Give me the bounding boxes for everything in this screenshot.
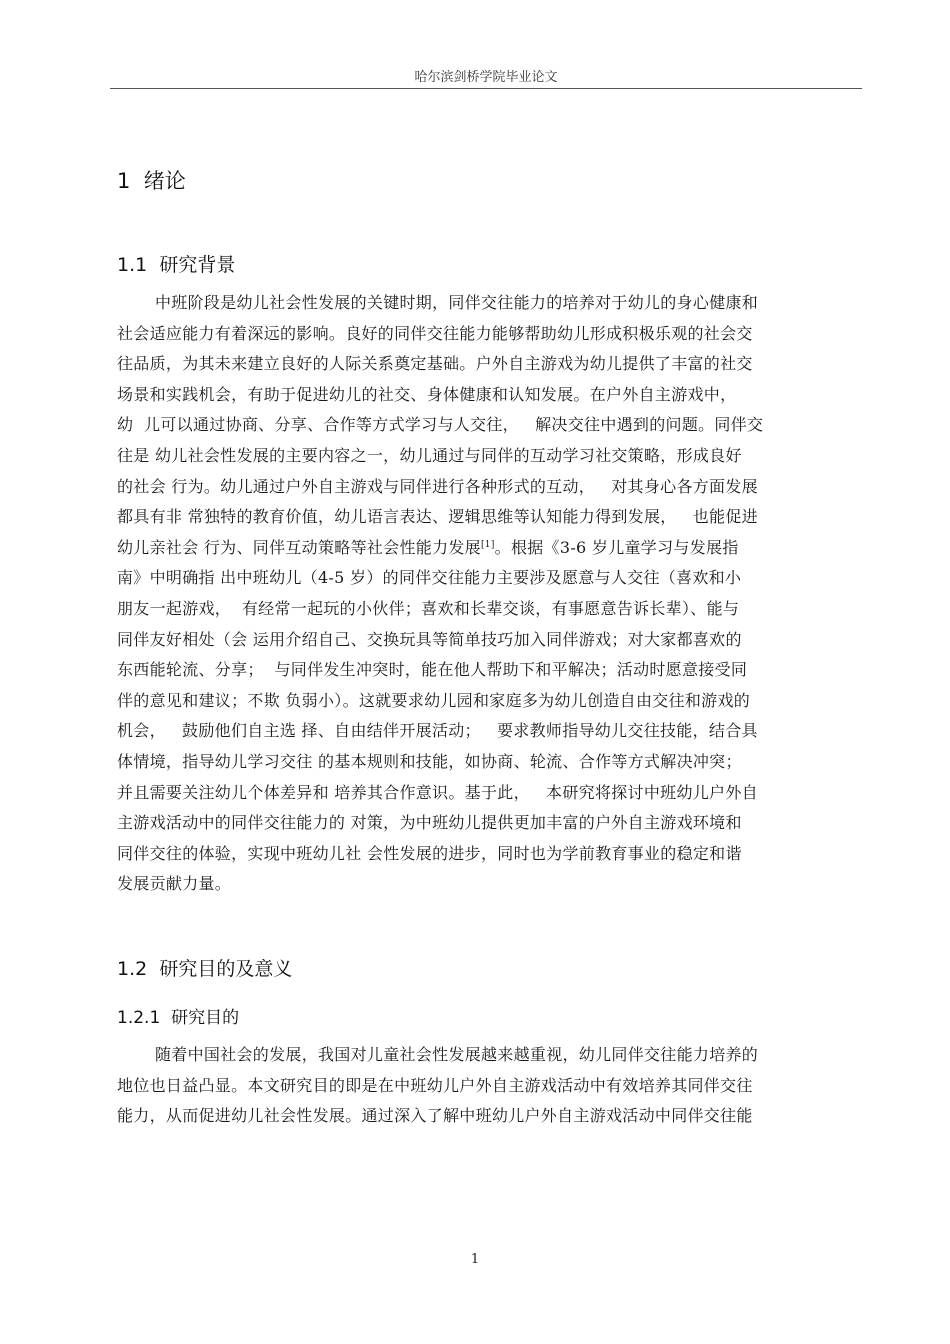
paragraph-line: 东西能轮流、分享； 与同伴发生冲突时，能在他人帮助下和平解决；活动时愿意接受同 <box>117 660 748 680</box>
paragraph-line-with-citation <box>117 533 862 564</box>
paragraph-text: 幼儿亲社会 行为、同伴互动策略等社会性能力发展 <box>117 537 481 557</box>
chapter-title: 绪论 <box>143 169 186 193</box>
subsection-number: 1.2.1 <box>117 1008 161 1028</box>
page-header: 哈尔滨剑桥学院毕业论文 <box>414 70 558 85</box>
paragraph-text: 。根据《3-6 岁儿童学习与发展指 <box>494 537 739 557</box>
paragraph-line: 朋友一起游戏， 有经常一起玩的小伙伴；喜欢和长辈交谈，有事愿意告诉长辈）、能与 <box>117 598 740 618</box>
paragraph-line: 场景和实践机会，有助于促进幼儿的社交、身体健康和认知发展。在户外自主游戏中， <box>117 384 737 404</box>
paragraph-line: 往是 幼儿社会性发展的主要内容之一，幼儿通过与同伴的互动学习社交策略，形成良好 <box>117 445 742 465</box>
header-rule <box>110 88 862 89</box>
section-heading-1-2 <box>117 954 292 981</box>
paragraph-research-background <box>117 288 862 900</box>
paragraph-line: 幼 儿可以通过协商、分享、合作等方式学习与人交往， 解决交往中遇到的问题。同伴交 <box>117 415 764 435</box>
paragraph-line: 同伴交往的体验，实现中班幼儿社 会性发展的进步，同时也为学前教育事业的稳定和谐 <box>117 843 742 863</box>
page-number: 1 <box>470 1252 480 1267</box>
paragraph-line: 能力，从而促进幼儿社会性发展。通过深入了解中班幼儿户外自主游戏活动中同伴交往能 <box>117 1106 753 1126</box>
paragraph-line: 发展贡献力量。 <box>117 874 232 894</box>
paragraph-line: 往品质，为其未来建立良好的人际关系奠定基础。户外自主游戏为幼儿提供了丰富的社交 <box>117 354 753 374</box>
section-number: 1.2 <box>117 958 148 980</box>
paragraph-line: 并且需要关注幼儿个体差异和 培养其合作意识。基于此， 本研究将探讨中班幼儿户外自 <box>117 782 758 802</box>
chapter-number: 1 <box>117 169 131 193</box>
paragraph-line: 都具有非 常独特的教育价值，幼儿语言表达、逻辑思维等认知能力得到发展， 也能促进 <box>117 507 758 527</box>
paragraph-line: 南》中明确指 出中班幼儿（4-5 岁）的同伴交往能力主要涉及愿意与人交往（喜欢和小 <box>117 568 742 588</box>
section-heading-1-1 <box>117 250 235 277</box>
paragraph-line: 伴的意见和建议；不欺 负弱小）。这就要求幼儿园和家庭多为幼儿创造自由交往和游戏的 <box>117 690 751 710</box>
paragraph-line: 中班阶段是幼儿社会性发展的关键时期，同伴交往能力的培养对于幼儿的身心健康和 <box>155 293 759 312</box>
paragraph-line: 主游戏活动中的同伴交往能力的 对策，为中班幼儿提供更加丰富的户外自主游戏环境和 <box>117 813 742 833</box>
paragraph-line: 的社会 行为。幼儿通过户外自主游戏与同伴进行各种形式的互动， 对其身心各方面发展 <box>117 476 758 496</box>
subsection-title: 研究目的 <box>171 1008 240 1028</box>
paragraph-line: 地位也日益凸显。本文研究目的即是在中班幼儿户外自主游戏活动中有效培养其同伴交往 <box>117 1075 753 1095</box>
subsection-heading-1-2-1 <box>117 1003 239 1028</box>
chapter-heading <box>117 165 186 195</box>
section-title: 研究背景 <box>159 254 236 276</box>
paragraph-line: 机会， 鼓励他们自主选 择、自由结伴开展活动； 要求教师指导幼儿交往技能，结合具 <box>117 721 758 741</box>
section-number: 1.1 <box>117 254 148 276</box>
paragraph-line: 同伴友好相处（会 运用介绍自己、交换玩具等简单技巧加入同伴游戏；对大家都喜欢的 <box>117 629 742 649</box>
paragraph-line: 体情境，指导幼儿学习交往 的基本规则和技能，如协商、轮流、合作等方式解决冲突； <box>117 751 742 771</box>
paragraph-line: 随着中国社会的发展，我国对儿童社会性发展越来越重视，幼儿同伴交往能力培养的 <box>155 1045 759 1064</box>
section-title: 研究目的及意义 <box>159 958 293 980</box>
paragraph-research-purpose <box>117 1040 862 1132</box>
citation-marker[interactable]: [1] <box>481 539 495 550</box>
paragraph-line: 社会适应能力有着深远的影响。良好的同伴交往能力能够帮助幼儿形成积极乐观的社会交 <box>117 323 753 343</box>
